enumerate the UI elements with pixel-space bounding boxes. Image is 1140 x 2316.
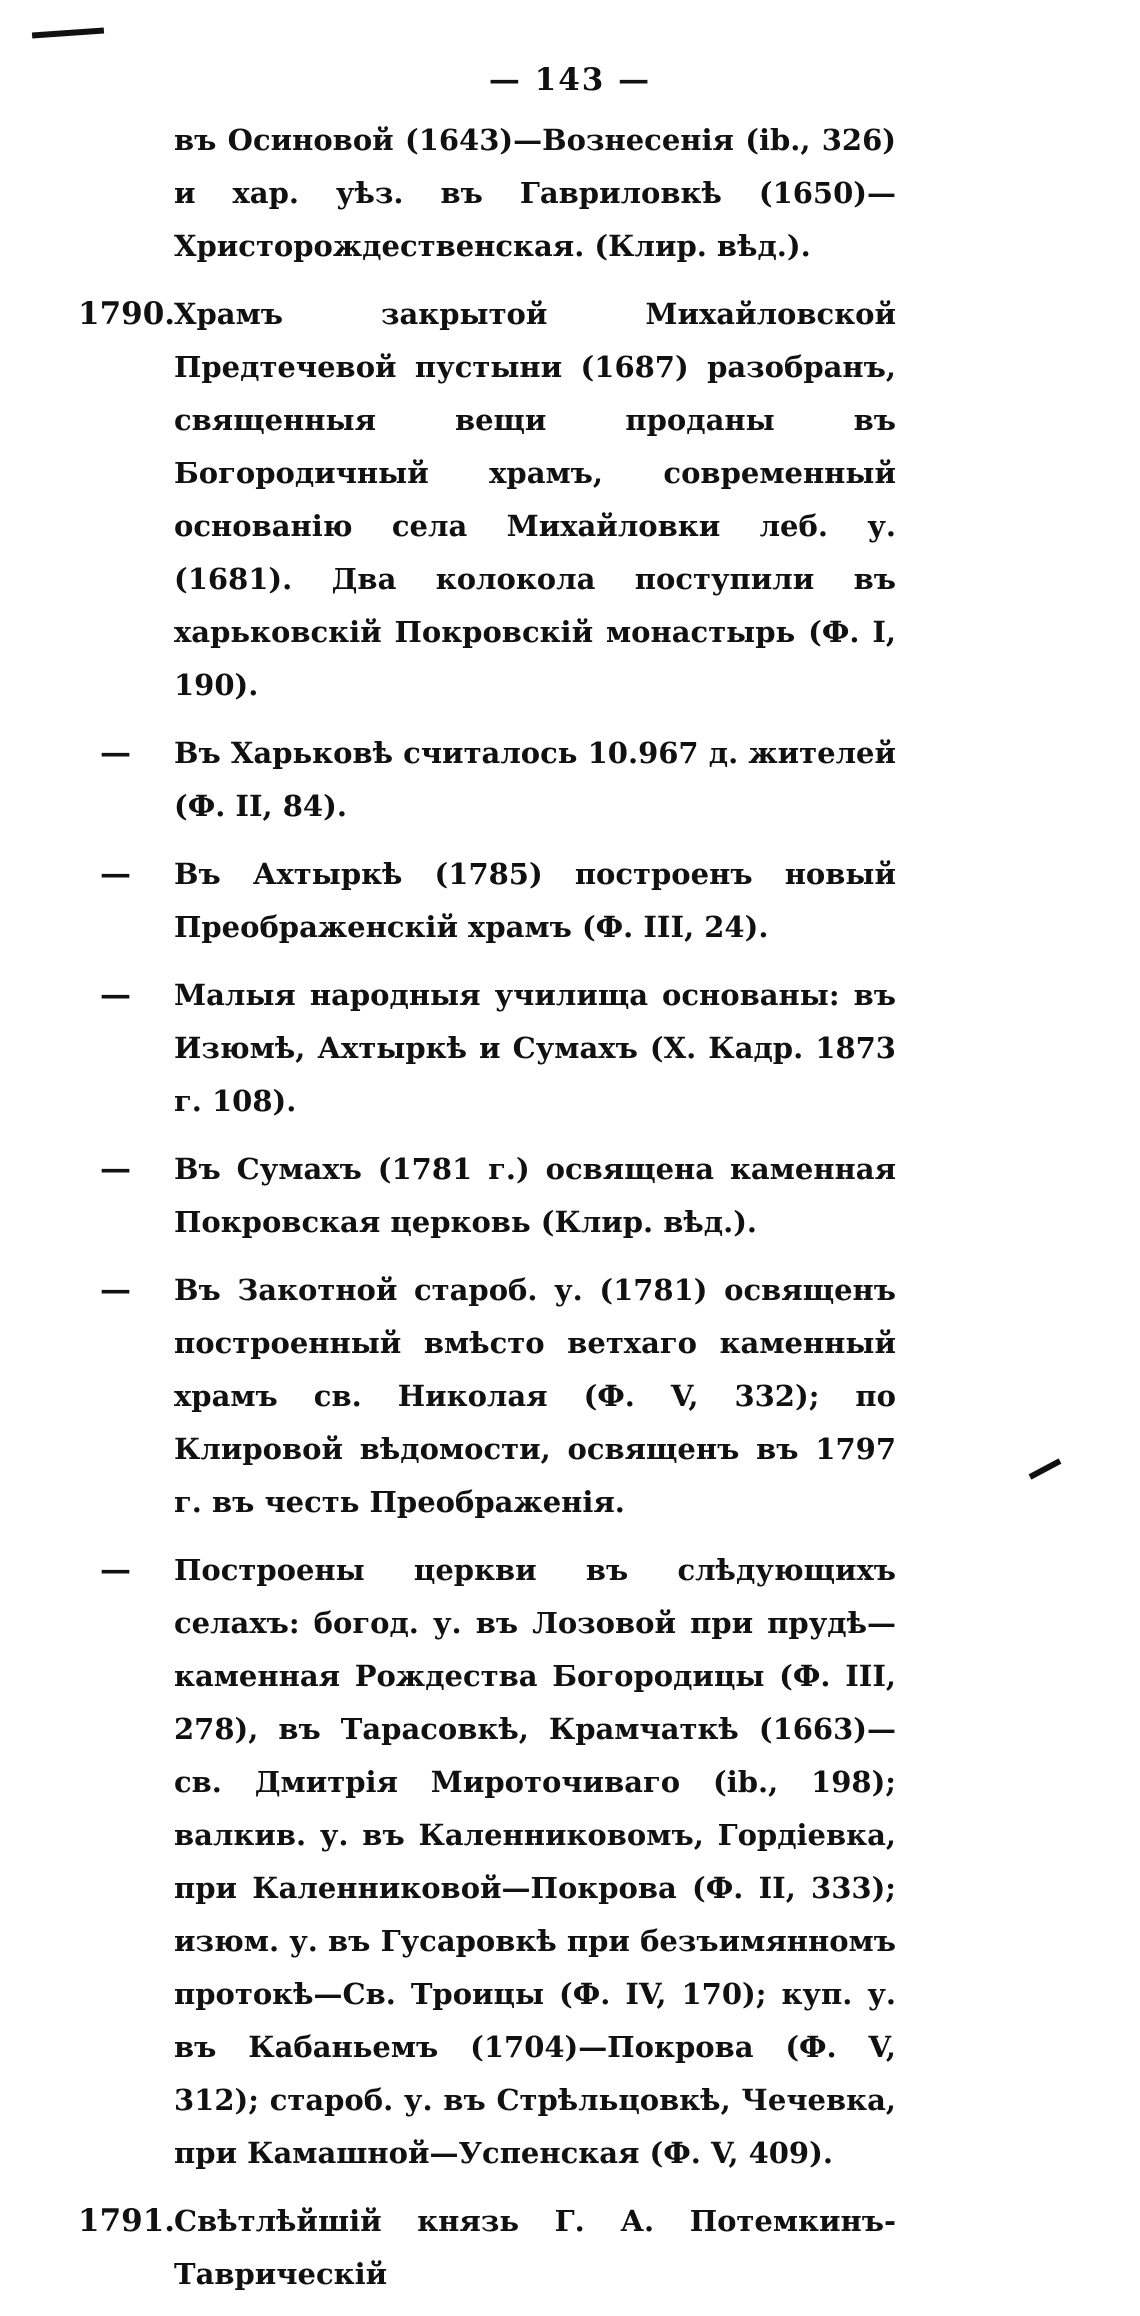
- entry-text: Въ Закотной староб. у. (1781) освященъ построенный вмѣсто ветхаго каменный храмъ св. Николая (Ф. V, 332); по Клировой вѣдомости, освященъ въ 1797 г. въ честь Преображенія.: [174, 1273, 896, 1519]
- entry-text: Малыя народныя училища основаны: въ Изюмѣ, Ахтыркѣ и Сумахъ (X. Кадр. 1873 г. 108).: [174, 978, 896, 1118]
- entry-continuation: [0, 114, 1140, 273]
- entry-1791: [0, 2195, 1140, 2301]
- entry-sumy-church: [0, 1143, 1140, 1249]
- entry-text: Въ Харьковѣ считалось 10.967 д. жителей (Ф. II, 84).: [174, 736, 896, 823]
- entry-text: Въ Сумахъ (1781 г.) освящена каменная Покровская церковь (Клир. вѣд.).: [174, 1152, 896, 1239]
- entry-text: Построены церкви въ слѣдующихъ селахъ: богод. у. въ Лозовой при прудѣ—каменная Рождества Богородицы (Ф. III, 278), въ Тарасовкѣ, Крамчаткѣ (1663)—св. Дмитрія Мироточиваго (ib., 198); валкив. у. въ Каленниковомъ, Гордіевка, при Каленниковой—Покрова (Ф. II, 333); изюм. у. въ Гусаровкѣ при безъимянномъ протокѣ—Св. Троицы (Ф. IV, 170); куп. у. въ Кабаньемъ (1704)—Покрова (Ф. V, 312); староб. у. въ Стрѣльцовкѣ, Чечевка, при Камашной—Успенская (Ф. V, 409).: [174, 1553, 896, 2170]
- entry-text: Свѣтлѣйшій князь Г. А. Потемкинъ-Таврическій: [174, 2204, 896, 2291]
- entry-text: Храмъ закрытой Михайловской Предтечевой пустыни (1687) разобранъ, священныя вещи проданы въ Богородичный храмъ, современный основанію села Михайловки леб. у. (1681). Два колокола поступили въ харьковскій Покровскій монастырь (Ф. I, 190).: [174, 297, 896, 702]
- chronicle-entries: [0, 114, 1140, 2316]
- entry-akhtyrka-church: [0, 848, 1140, 954]
- entry-text: Въ Ахтыркѣ (1785) построенъ новый Преображенскій храмъ (Ф. III, 24).: [174, 857, 896, 944]
- entry-village-churches: [0, 1544, 1140, 2180]
- entry-dash: —: [100, 977, 131, 1013]
- entry-schools: [0, 969, 1140, 1128]
- entry-dash: —: [100, 735, 131, 771]
- entry-kharkov-population: [0, 727, 1140, 833]
- entry-text: въ Осиновой (1643)—Вознесенія (ib., 326) и хар. уѣз. въ Гавриловкѣ (1650)—Христорождественская. (Клир. вѣд.).: [174, 123, 896, 263]
- ink-smudge-top-left: [32, 27, 104, 38]
- entry-dash: —: [100, 1151, 131, 1187]
- entry-zakotnaya-church: [0, 1264, 1140, 1529]
- entry-1790: [0, 288, 1140, 712]
- entry-year: 1791.: [78, 2203, 176, 2239]
- entry-dash: —: [100, 1552, 131, 1588]
- entry-dash: —: [100, 856, 131, 892]
- page-number: — 143 —: [488, 62, 652, 98]
- entry-dash: —: [100, 1272, 131, 1308]
- entry-year: 1790.: [78, 296, 176, 332]
